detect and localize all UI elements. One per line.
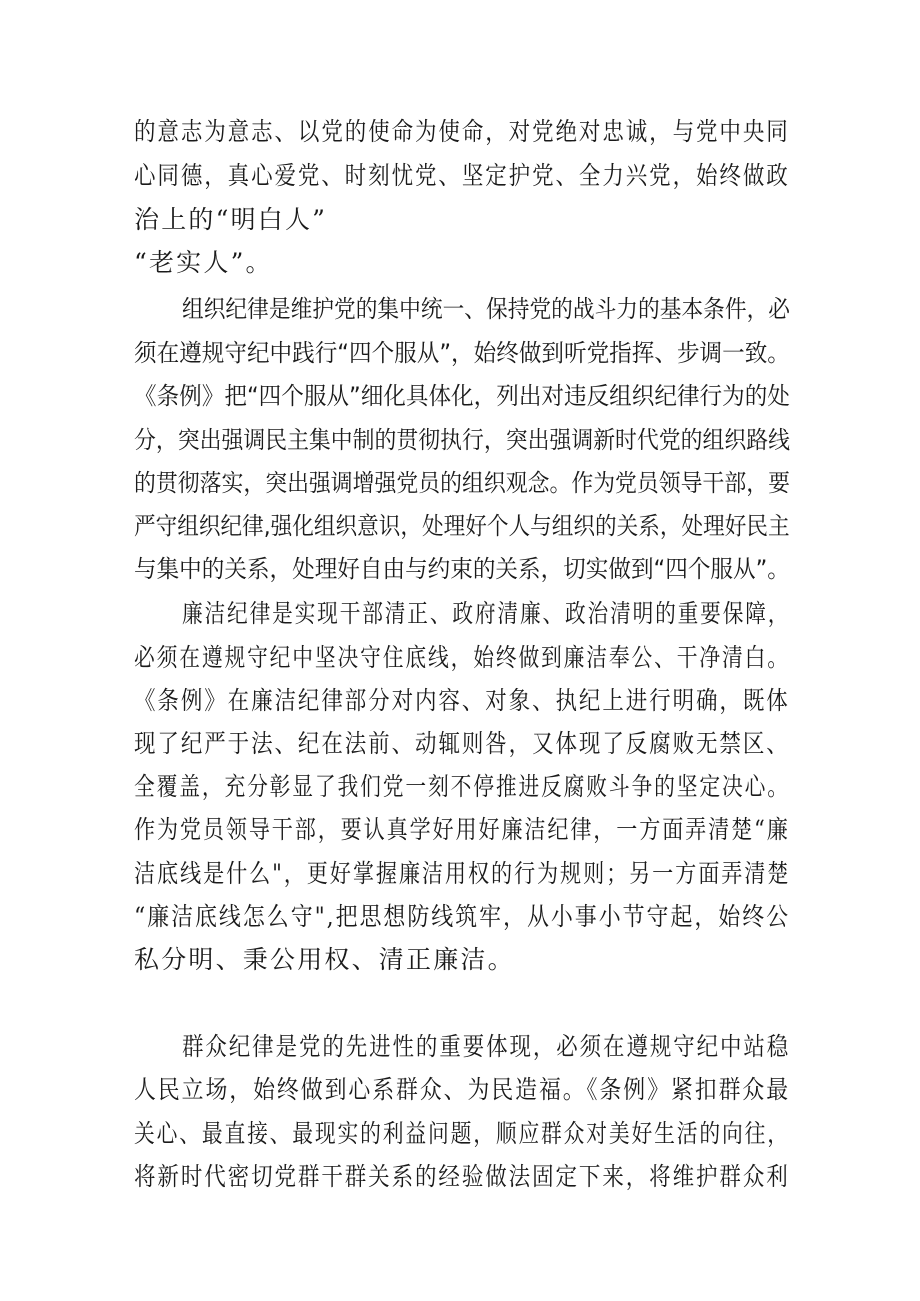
text-line: 全覆盖，充分彰显了我们党一刻不停推进反腐败斗争的坚定决心。 bbox=[134, 772, 790, 801]
text-line: 分，突出强调民主集中制的贯彻执行，突出强调新时代党的组织路线 bbox=[134, 426, 790, 454]
text-line: 群众纪律是党的先进性的重要体现，必须在遵规守纪中站稳 bbox=[182, 1032, 791, 1061]
text-line: 必须在遵规守纪中坚决守住底线，始终做到廉洁奉公、干净清白。 bbox=[134, 643, 790, 672]
text-line: 作为党员领导干部，要认真学好用好廉洁纪律，一方面弄清楚“廉 bbox=[134, 815, 790, 844]
text-line: 严守组织纪律,强化组织意识，处理好个人与组织的关系，处理好民主 bbox=[134, 512, 790, 540]
text-line: 将新时代密切党群干群关系的经验做法固定下来，将维护群众利 bbox=[134, 1162, 790, 1191]
text-line: “老实人”。 bbox=[134, 248, 273, 277]
text-line: 与集中的关系，处理好自由与约束的关系，切实做到“四个服从”。 bbox=[134, 555, 790, 583]
text-line: 关心、最直接、最现实的利益问题，顺应群众对美好生活的向往， bbox=[134, 1119, 790, 1148]
text-line: “廉洁底线怎么守",把思想防线筑牢，从小事小节守起，始终公 bbox=[134, 902, 791, 931]
text-line: 组织纪律是维护党的集中统一、保持党的战斗力的基本条件，必 bbox=[182, 295, 791, 323]
text-line: 廉洁纪律是实现干部清正、政府清廉、政治清明的重要保障， bbox=[182, 599, 791, 628]
text-line: 治上的“明白人” bbox=[134, 205, 328, 234]
text-line: 须在遵规守纪中践行“四个服从”，始终做到听党指挥、步调一致。 bbox=[134, 339, 790, 367]
text-line: 《条例》把“四个服从”细化具体化，列出对违反组织纪律行为的处 bbox=[134, 382, 790, 410]
text-line: 的贯彻落实，突出强调增强党员的组织观念。作为党员领导干部，要 bbox=[134, 469, 790, 497]
text-line: 洁底线是什么"，更好掌握廉洁用权的行为规则；另一方面弄清楚 bbox=[134, 859, 791, 888]
text-line: 的意志为意志、以党的使命为使命，对党绝对忠诚，与党中央同 bbox=[134, 117, 790, 146]
text-line: 现了纪严于法、纪在法前、动辄则咎，又体现了反腐败无禁区、 bbox=[134, 729, 790, 758]
text-line: 私分明、秉公用权、清正廉洁。 bbox=[134, 945, 515, 974]
text-line: 《条例》在廉洁纪律部分对内容、对象、执纪上进行明确，既体 bbox=[134, 686, 790, 715]
text-line: 人民立场，始终做到心系群众、为民造福。《条例》紧扣群众最 bbox=[134, 1075, 791, 1104]
text-line: 心同德，真心爱党、时刻忧党、坚定护党、全力兴党，始终做政 bbox=[134, 161, 790, 190]
